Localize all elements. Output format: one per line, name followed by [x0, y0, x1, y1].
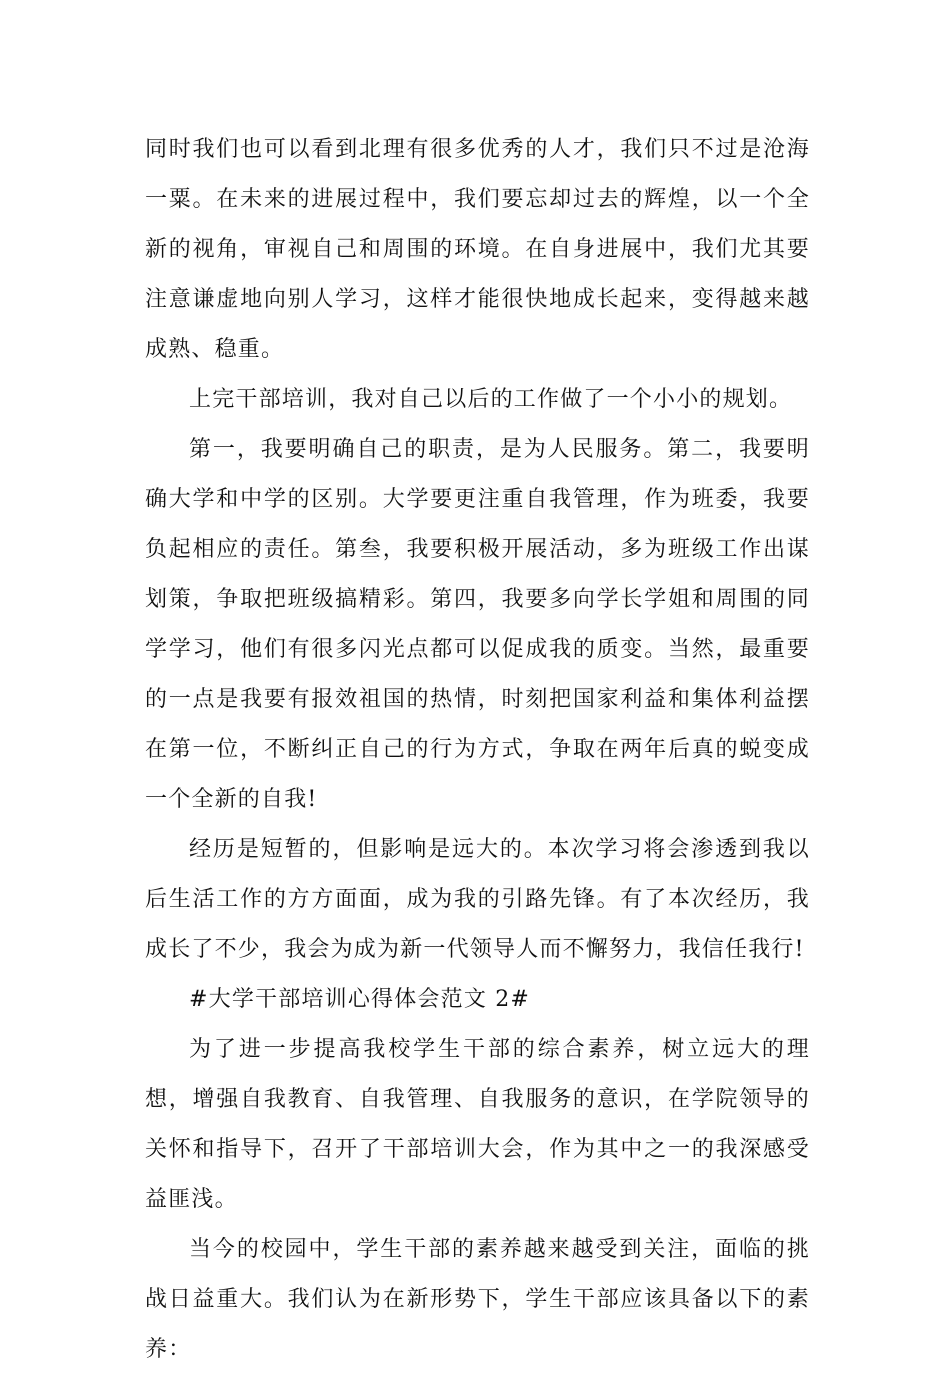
paragraph-continuation: 同时我们也可以看到北理有很多优秀的人才，我们只不过是沧海一粟。在未来的进展过程中，我们要忘却过去的辉煌，以一个全新的视角，审视自己和周围的环境。在自身进展中，我们尤其要注意谦虚地向别人学习，这样才能很快地成长起来，变得越来越成熟、稳重。	[145, 137, 810, 362]
paragraph-conclusion: 经历是短暂的，但影响是远大的。本次学习将会渗透到我以后生活工作的方方面面，成为我的引路先锋。有了本次经历，我成长了不少，我会为成为新一代领导人而不懈努力，我信任我行!	[145, 837, 810, 962]
paragraph-qualities-intro: 当今的校园中，学生干部的素养越来越受到关注，面临的挑战日益重大。我们认为在新形势下，学生干部应该具备以下的素养：	[145, 1237, 810, 1362]
document-body	[145, 125, 810, 1375]
paragraph-plan-details: 第一，我要明确自己的职责，是为人民服务。第二，我要明确大学和中学的区别。大学要更注重自我管理，作为班委，我要负起相应的责任。第叁，我要积极开展活动，多为班级工作出谋划策，争取把班级搞精彩。第四，我要多向学长学姐和周围的同学学习，他们有很多闪光点都可以促成我的质变。当然，最重要的一点是我要有报效祖国的热情，时刻把国家利益和集体利益摆在第一位，不断纠正自己的行为方式，争取在两年后真的蜕变成一个全新的自我!	[145, 437, 810, 812]
paragraph-plan-intro: 上完干部培训，我对自己以后的工作做了一个小小的规划。	[189, 387, 793, 412]
paragraph-training-intro: 为了进一步提高我校学生干部的综合素养，树立远大的理想，增强自我教育、自我管理、自我服务的意识，在学院领导的关怀和指导下，召开了干部培训大会，作为其中之一的我深感受益匪浅。	[145, 1037, 810, 1212]
section-heading: #大学干部培训心得体会范文 2#	[189, 987, 531, 1012]
